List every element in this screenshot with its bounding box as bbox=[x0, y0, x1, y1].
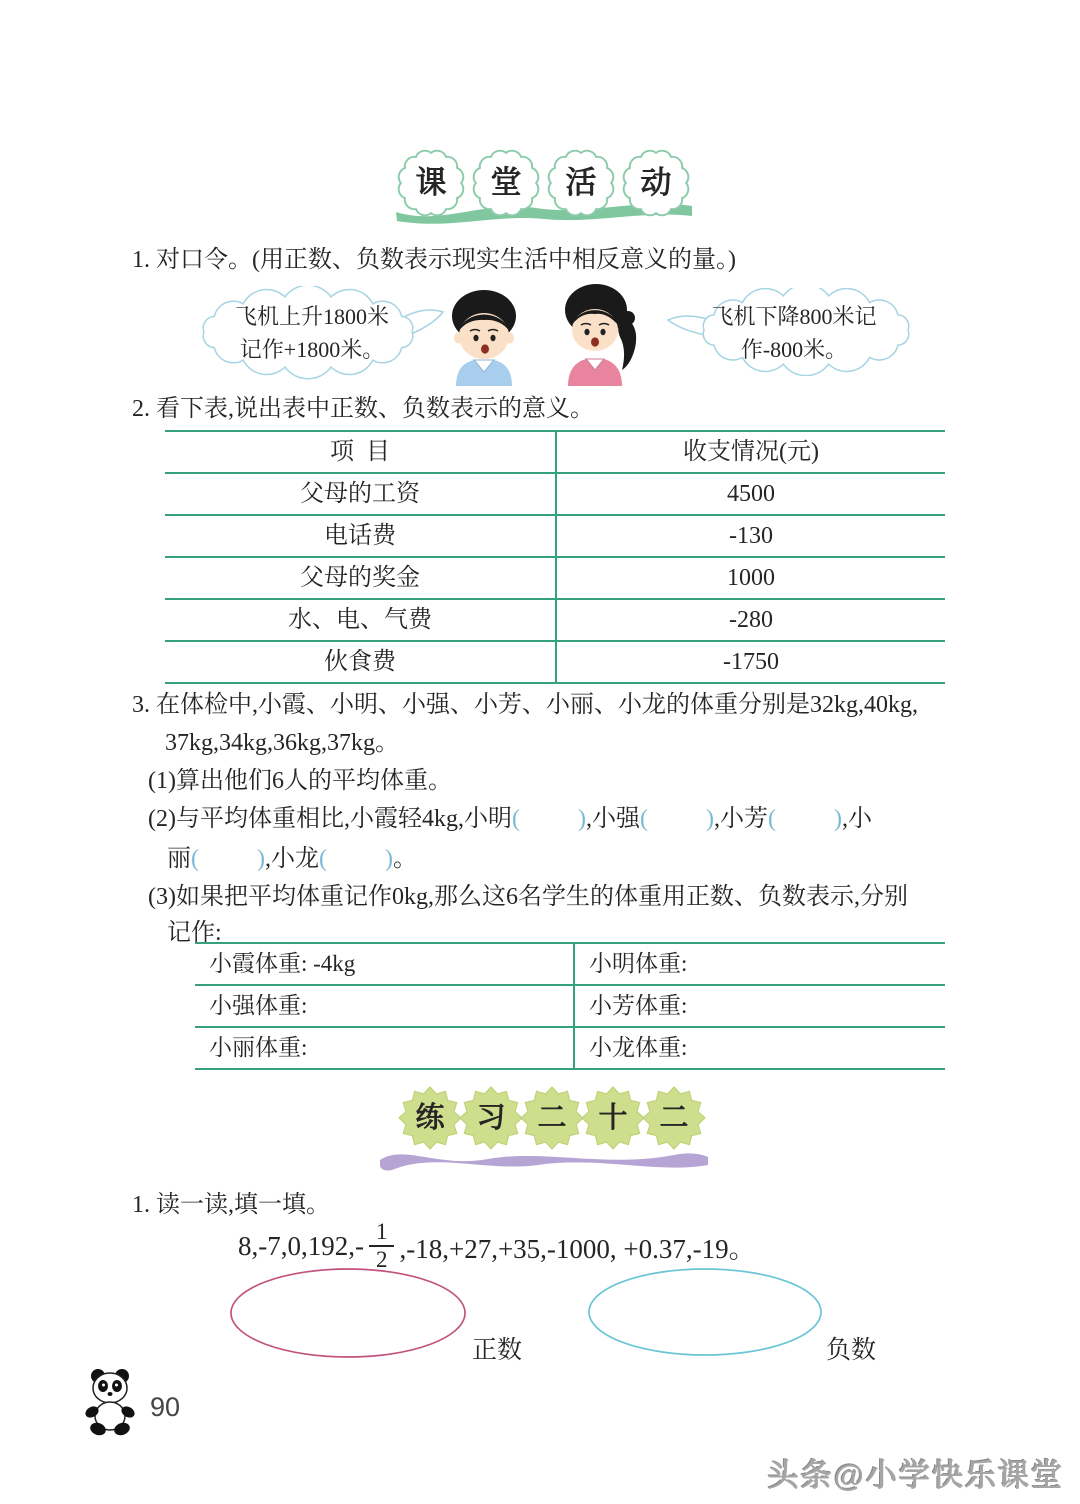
flower-badge bbox=[621, 148, 691, 218]
question-3-part2-line2: 丽( ),小龙( )。 bbox=[167, 846, 417, 872]
row-value: -1750 bbox=[723, 649, 779, 675]
question-3-part3-line1: (3)如果把平均体重记作0kg,那么这6名学生的体重用正数、负数表示,分别 bbox=[148, 884, 908, 910]
row-item: 父母的工资 bbox=[165, 474, 557, 514]
page-number: 90 bbox=[150, 1392, 181, 1422]
watermark: 头条@小学快乐课堂 bbox=[767, 1458, 1064, 1493]
col-header-amount: 收支情况(元) bbox=[683, 439, 819, 465]
table-row bbox=[165, 516, 945, 558]
star-badge bbox=[398, 1086, 462, 1150]
weights-table bbox=[195, 942, 945, 1070]
activity-banner bbox=[396, 148, 692, 232]
row-value: 1000 bbox=[727, 565, 775, 591]
star-badge bbox=[642, 1086, 706, 1150]
exercise-q1-text: 1. 读一读,填一填。 bbox=[132, 1192, 330, 1218]
flower-badge bbox=[396, 148, 466, 218]
weight-cell-xiaofang: 小芳体重: bbox=[589, 993, 688, 1018]
question-2-text: 2. 看下表,说出表中正数、负数表示的意义。 bbox=[132, 396, 594, 422]
numbers-after-fraction: ,-18,+27,+35,-1000, +0.37,-19。 bbox=[399, 1233, 756, 1264]
activity-title-char: 堂 bbox=[490, 165, 522, 200]
weight-cell-xiaoqiang: 小强体重: bbox=[195, 986, 575, 1026]
bubble-right-line1: 飞机下降800米记 bbox=[711, 304, 877, 329]
exercise-banner bbox=[398, 1086, 708, 1178]
numbers-before-fraction: 8,-7,0,192,- bbox=[238, 1230, 364, 1261]
question-3-line2: 37kg,34kg,36kg,37kg。 bbox=[165, 730, 399, 756]
weight-cell-xiaoli: 小丽体重: bbox=[195, 1028, 575, 1068]
bubble-left-text bbox=[208, 300, 416, 366]
bubble-right-line2: 作-800米。 bbox=[740, 337, 848, 362]
question-3-line1: 3. 在体检中,小霞、小明、小强、小芳、小丽、小龙的体重分别是32kg,40kg, bbox=[132, 692, 918, 718]
panda-icon bbox=[82, 1366, 140, 1438]
star-badge bbox=[520, 1086, 584, 1150]
boy-illustration bbox=[440, 286, 528, 386]
exercise-title-char: 十 bbox=[598, 1102, 628, 1134]
fraction-one-half bbox=[369, 1219, 395, 1273]
fraction-numerator: 1 bbox=[369, 1219, 395, 1247]
table-row bbox=[165, 642, 945, 684]
table-row bbox=[195, 944, 945, 986]
bubble-right-text bbox=[692, 300, 896, 366]
col-header-item: 项 目 bbox=[165, 432, 557, 472]
star-badge bbox=[581, 1086, 645, 1150]
row-value: -280 bbox=[729, 607, 773, 633]
table-header-row bbox=[165, 432, 945, 474]
question-3-part1: (1)算出他们6人的平均体重。 bbox=[148, 768, 452, 794]
activity-title-char: 活 bbox=[565, 165, 597, 200]
table-row bbox=[195, 986, 945, 1028]
exercise-title bbox=[398, 1086, 703, 1150]
flower-badge bbox=[546, 148, 616, 218]
table-row bbox=[165, 600, 945, 642]
flower-badge bbox=[471, 148, 541, 218]
weight-cell-xiaoxia: 小霞体重: -4kg bbox=[195, 944, 575, 984]
negative-numbers-oval bbox=[586, 1266, 824, 1358]
positive-numbers-label: 正数 bbox=[472, 1337, 523, 1364]
activity-title bbox=[396, 148, 691, 218]
question-1-text: 1. 对口令。(用正数、负数表示现实生活中相反意义的量。) bbox=[132, 247, 736, 273]
positive-numbers-oval bbox=[228, 1266, 468, 1360]
row-value: 4500 bbox=[727, 481, 775, 507]
question-3-part3-line2: 记作: bbox=[167, 920, 222, 946]
exercise-title-char: 二 bbox=[537, 1102, 567, 1134]
negative-numbers-label: 负数 bbox=[826, 1337, 877, 1364]
activity-title-char: 动 bbox=[640, 165, 672, 200]
row-value: -130 bbox=[729, 523, 773, 549]
row-item: 伙食费 bbox=[165, 642, 557, 682]
fraction-denominator: 2 bbox=[375, 1247, 388, 1272]
girl-illustration bbox=[550, 280, 648, 386]
exercise-title-char: 二 bbox=[659, 1102, 689, 1134]
exercise-title-char: 习 bbox=[476, 1102, 506, 1134]
table-row bbox=[195, 1028, 945, 1070]
row-item: 父母的奖金 bbox=[165, 558, 557, 598]
weight-cell-xiaoming: 小明体重: bbox=[589, 951, 688, 976]
table-row bbox=[165, 474, 945, 516]
row-item: 电话费 bbox=[165, 516, 557, 556]
exercise-title-char: 练 bbox=[415, 1102, 445, 1134]
row-item: 水、电、气费 bbox=[165, 600, 557, 640]
income-expense-table bbox=[165, 430, 945, 684]
bubble-left-line2: 记作+1800米。 bbox=[239, 337, 385, 362]
table-row bbox=[165, 558, 945, 600]
bubble-left-line1: 飞机上升1800米 bbox=[234, 304, 389, 329]
star-badge bbox=[459, 1086, 523, 1150]
weight-cell-xiaolong: 小龙体重: bbox=[589, 1035, 688, 1060]
question-3-part2-line1: (2)与平均体重相比,小霞轻4kg,小明( ),小强( ),小芳( ),小 bbox=[148, 806, 872, 832]
activity-title-char: 课 bbox=[415, 165, 447, 200]
